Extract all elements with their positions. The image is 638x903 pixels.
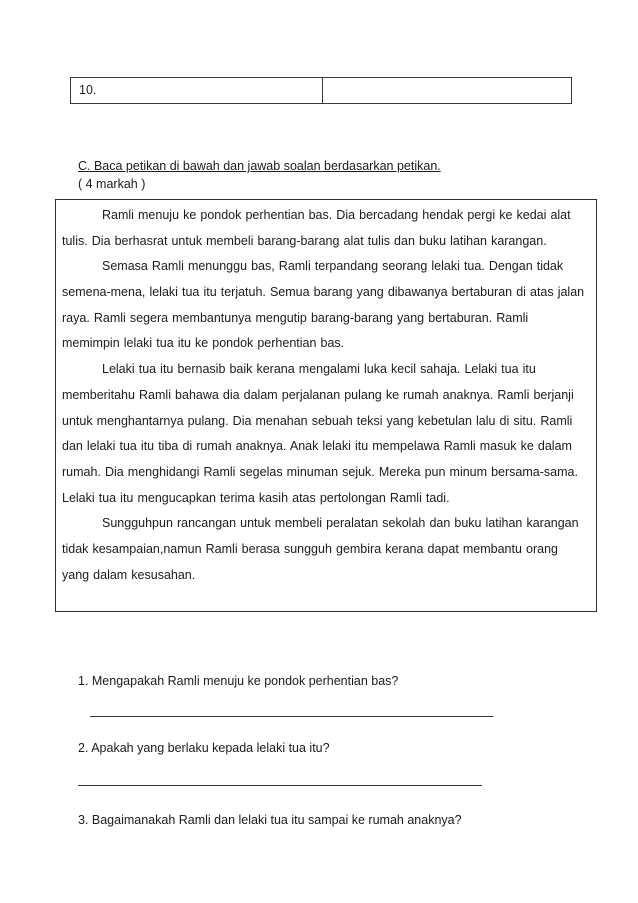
- passage-line: Lelaki tua itu bernasib baik kerana mengalami luka kecil sahaja. Lelaki tua itu: [102, 362, 536, 377]
- passage-line: Lelaki tua itu mengucapkan terima kasih atas pertolongan Ramli tadi.: [62, 490, 450, 505]
- passage-line: tidak kesampaian,namun Ramli berasa sungguh gembira kerana dapat membantu orang: [62, 541, 558, 556]
- section-heading: C. Baca petikan di bawah dan jawab soalan berdasarkan petikan.: [78, 159, 441, 173]
- passage-line: memimpin lelaki tua itu ke pondok perhentian bas.: [62, 336, 345, 351]
- answer-line-2: [78, 785, 482, 786]
- passage-line: dan lelaki tua itu tiba di rumah anaknya. Anak lelaki itu mempelawa Ramli masuk ke dalam: [62, 439, 572, 454]
- passage-line: tulis. Dia berhasrat untuk membeli barang-barang alat tulis dan buku latihan karangan.: [62, 233, 547, 248]
- passage-line: memberitahu Ramli bahawa dia dalam perjalanan pulang ke rumah anaknya. Ramli berjanji: [62, 387, 574, 402]
- answer-table-row: [70, 77, 572, 104]
- passage-line: Ramli menuju ke pondok perhentian bas. Dia bercadang hendak pergi ke kedai alat: [102, 208, 571, 222]
- table-row-answer-cell: [323, 78, 571, 103]
- passage-line: Sungguhpun rancangan untuk membeli peralatan sekolah dan buku latihan karangan: [102, 516, 579, 531]
- question-2: 2. Apakah yang berlaku kepada lelaki tua itu?: [78, 741, 330, 755]
- passage-box: [55, 199, 597, 612]
- section-marks: ( 4 markah ): [78, 177, 146, 191]
- question-3: 3. Bagaimanakah Ramli dan lelaki tua itu sampai ke rumah anaknya?: [78, 813, 462, 827]
- table-row-number: 10.: [71, 78, 323, 103]
- passage-line: Semasa Ramli menunggu bas, Ramli terpandang seorang lelaki tua. Dengan tidak: [102, 259, 564, 274]
- passage-line: raya. Ramli segera membantunya mengutip barang-barang yang bertaburan. Ramli: [62, 310, 529, 325]
- passage-line: rumah. Dia menghidangi Ramli segelas minuman sejuk. Mereka pun minum bersama-sama.: [62, 464, 578, 479]
- passage-line: semena-mena, lelaki tua itu terjatuh. Semua barang yang dibawanya bertaburan di atas jalan: [62, 285, 585, 300]
- passage-line: yang dalam kesusahan.: [62, 567, 196, 582]
- question-1: 1. Mengapakah Ramli menuju ke pondok perhentian bas?: [78, 674, 399, 688]
- answer-line-1: [90, 716, 493, 717]
- passage-line: untuk menghantarnya pulang. Dia menahan sebuah teksi yang kebetulan lalu di situ. Ramli: [62, 413, 573, 428]
